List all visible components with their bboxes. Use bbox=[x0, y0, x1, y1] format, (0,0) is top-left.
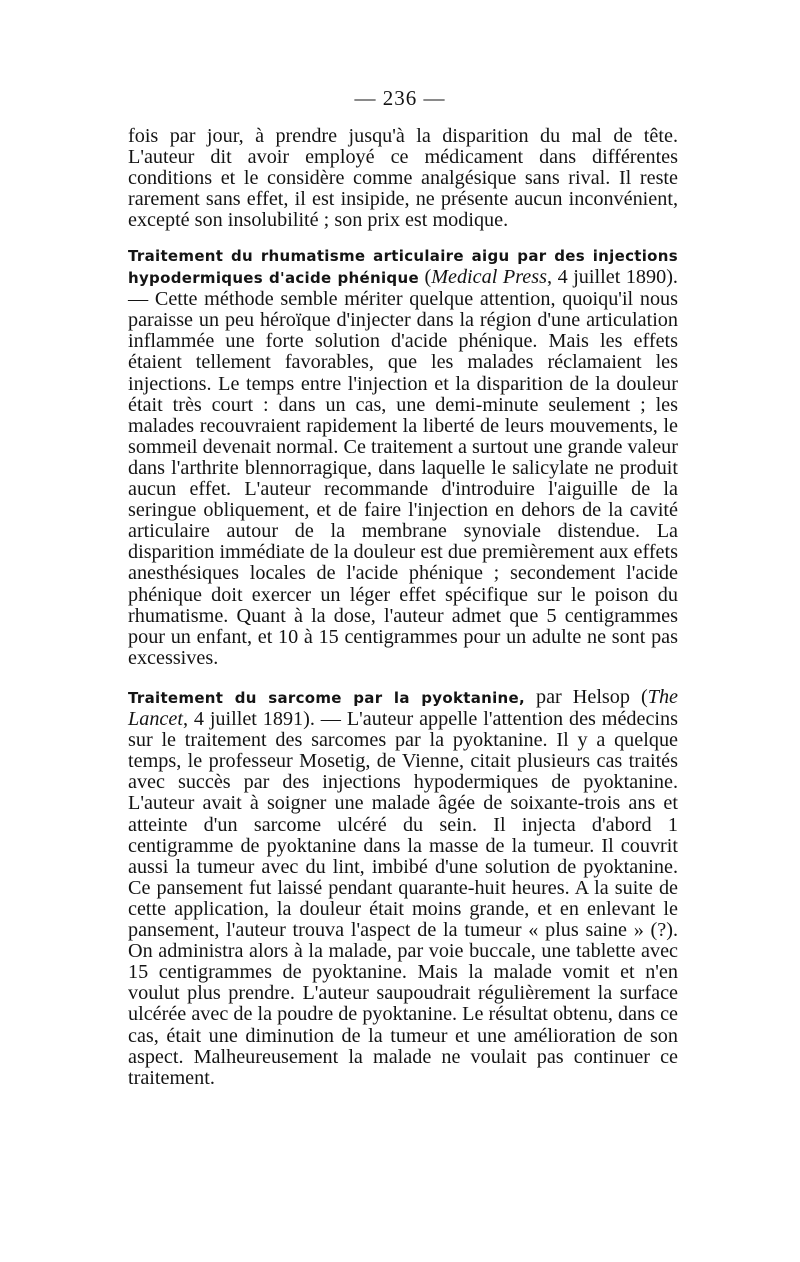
source-journal: Medical Press bbox=[431, 266, 547, 289]
paragraph-rhumatisme bbox=[128, 245, 678, 669]
paragraph-text bbox=[128, 245, 678, 669]
source-open: ( bbox=[418, 266, 432, 289]
source-date: , 4 juillet 1891). bbox=[182, 708, 315, 731]
paragraph-body: — L'auteur appelle l'attention des médecins sur le traitement des sarcomes par la pyoktanine. Il y a quelque temps, le professeur Mosetig, de Vienne, citait plusieurs cas traités avec succès par des injections hypodermiques de pyoktanine. L'auteur avait à soigner une malade âgée de soixante-trois ans et atteinte d'un sarcome ulcéré du sein. Il injecta d'abord 1 centigramme de pyoktanine dans la masse de la tumeur. Il couvrit aussi la tumeur avec du lint, imbibé d'une solution de pyoktanine. Ce pansement fut laissé pendant quarante-huit heures. A la suite de cette application, la douleur était moins grande, et en enlevant le pansement, l'auteur trouva l'aspect de la tumeur « plus saine » (?). On administra alors à la malade, par voie buccale, une tablette avec 15 centigrammes de pyoktanine. Mais la malade vomit et n'en voulut plus prendre. L'auteur saupoudrait régulièrement la surface ulcérée avec de la poudre de pyoktanine. Le résultat obtenu, dans ce cas, était une diminution de la tumeur et une amélioration de son aspect. Malheureusement la malade ne voulait pas continuer ce traitement. bbox=[128, 708, 678, 1089]
paragraph-text bbox=[128, 687, 678, 1089]
section-heading: Traitement du sarcome par la pyoktanine, bbox=[128, 689, 525, 707]
paragraph-sarcome bbox=[128, 687, 678, 1089]
paragraph-continuation bbox=[128, 126, 678, 231]
paragraph-body: fois par jour, à prendre jusqu'à la disparition du mal de tête. L'auteur dit avoir employé ce médicament dans différentes conditions et le considère comme analgésique sans rival. Il reste rarement sans effet, il est insipide, ne présente aucun inconvénient, excepté son insolubilité ; son prix est modique. bbox=[128, 125, 678, 232]
paragraph-body: — Cette méthode semble mériter quelque attention, quoiqu'il nous paraisse un peu héroïque d'injecter dans la région d'une articulation inflammée une forte solution d'acide phénique. Mais les effets étaient tellement favorables, que les malades réclamaient les injections. Le temps entre l'injection et la disparition de la douleur était très court : dans un cas, une demi-minute seulement ; les malades recouvraient rapidement la liberté de leurs mouvements, le sommeil devenait normal. Ce traitement a surtout une grande valeur dans l'arthrite blennorragique, dans laquelle le salicylate ne produit aucun effet. L'auteur recommande d'introduire l'aiguille de la seringue obliquement, et de faire l'injection en dehors de la cavité articulaire autour de la membrane synoviale distendue. La disparition immédiate de la douleur est due premièrement aux effets anesthésiques locales de l'acide phénique ; secondement l'acide phénique doit exercer un léger effet spécifique sur le poison du rhumatisme. Quant à la dose, l'auteur admet que 5 centigrammes pour un enfant, et 10 à 15 centigrammes pour un adulte ne sont pas excessives. bbox=[128, 288, 678, 669]
source-date: , 4 juillet 1890). bbox=[546, 266, 678, 289]
author-ref: par Helsop ( bbox=[525, 686, 648, 708]
source-journal: The Lancet bbox=[128, 686, 678, 731]
section-heading: Traitement du rhumatisme articulaire aigu par des injections hypodermiques d'acide phénique bbox=[128, 247, 678, 288]
page-number: — 236 — bbox=[354, 86, 446, 110]
